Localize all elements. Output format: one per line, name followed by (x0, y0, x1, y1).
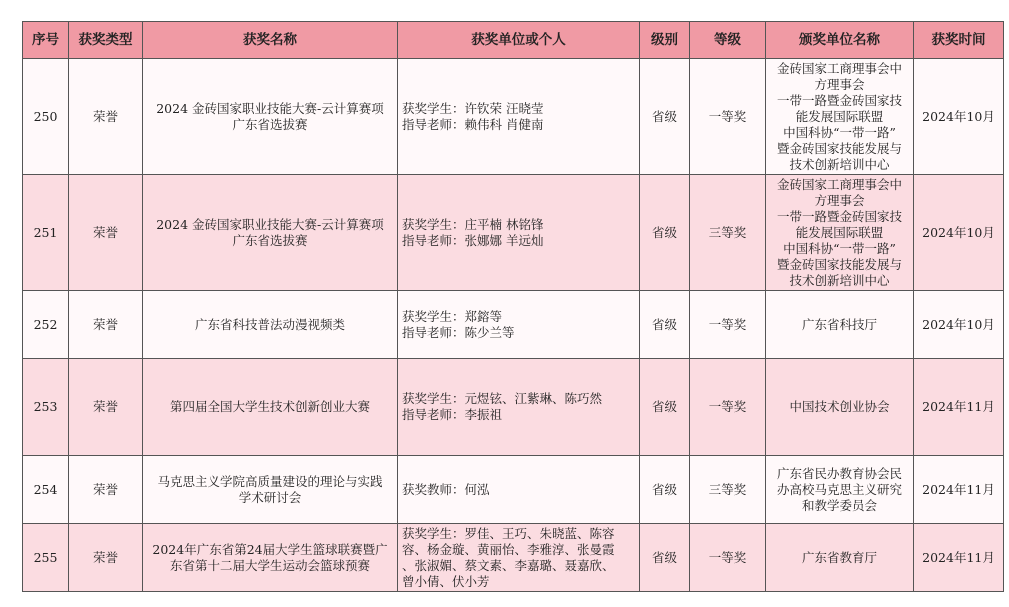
cell-issuer (766, 59, 914, 175)
winners-line: 曾小倩、伏小芳 (402, 573, 490, 589)
issuer-line: 广东省教育厅 (801, 549, 877, 565)
issuer-line: 技术创新培训中心 (789, 272, 890, 288)
cell-no: 252 (23, 291, 69, 359)
award-name-line: 东省第十二届大学生运动会篮球预赛 (169, 557, 370, 573)
award-name-line: 马克思主义学院高质量建设的理论与实践 (157, 473, 383, 489)
header-award-name: 获奖名称 (143, 22, 398, 59)
issuer-line: 能发展国际联盟 (795, 108, 884, 124)
cell-winners (398, 59, 640, 175)
cell-grade: 一等奖 (690, 291, 766, 359)
cell-level: 省级 (640, 291, 690, 359)
cell-issuer (766, 524, 914, 592)
award-name-line: 广东省选拔赛 (232, 232, 308, 248)
awards-table-container (22, 21, 1003, 592)
cell-type: 荣誉 (69, 175, 143, 291)
cell-award-name (143, 175, 398, 291)
header-winners: 获奖单位或个人 (398, 22, 640, 59)
winners-line: 获奖学生：郑鎔等 (402, 308, 503, 324)
issuer-line: 技术创新培训中心 (789, 156, 890, 172)
issuer-line: 金砖国家工商理事会中 (776, 60, 902, 76)
issuer-line: 方理事会 (814, 76, 865, 92)
issuer-line: 暨金砖国家技能发展与 (776, 140, 902, 156)
cell-issuer (766, 359, 914, 456)
issuer-line: 中国技术创业协会 (789, 399, 890, 414)
cell-winners (398, 524, 640, 592)
cell-grade: 一等奖 (690, 59, 766, 175)
table-row (23, 456, 1004, 524)
issuer-line: 一带一路暨金砖国家技 (776, 208, 902, 224)
cell-winners (398, 175, 640, 291)
cell-grade: 三等奖 (690, 175, 766, 291)
cell-issuer (766, 456, 914, 524)
issuer-line: 广东省民办教育协会民 (776, 465, 902, 481)
header-date: 获奖时间 (914, 22, 1004, 59)
cell-date: 2024年10月 (914, 291, 1004, 359)
cell-issuer (766, 175, 914, 291)
award-name-line: 2024 金砖国家职业技能大赛-云计算赛项 (156, 100, 384, 116)
winners-line: 获奖学生：许钦荣 汪晓莹 (402, 100, 544, 116)
cell-level: 省级 (640, 524, 690, 592)
cell-no: 253 (23, 359, 69, 456)
issuer-line: 暨金砖国家技能发展与 (776, 256, 902, 272)
cell-type: 荣誉 (69, 524, 143, 592)
cell-no: 250 (23, 59, 69, 175)
header-grade: 等级 (690, 22, 766, 59)
cell-no: 255 (23, 524, 69, 592)
winners-line: 获奖教师：何泓 (402, 481, 490, 497)
cell-date: 2024年11月 (914, 359, 1004, 456)
table-row (23, 359, 1004, 456)
cell-winners (398, 359, 640, 456)
issuer-line: 能发展国际联盟 (795, 224, 884, 240)
header-no: 序号 (23, 22, 69, 59)
cell-date: 2024年10月 (914, 59, 1004, 175)
issuer-line: 方理事会 (814, 192, 865, 208)
winners-line: 容、杨金璇、黄丽怡、李雅淳、张曼霞 (402, 541, 615, 557)
winners-line: 获奖学生：元煜铉、江紫琳、陈巧然 (402, 391, 603, 406)
cell-winners (398, 291, 640, 359)
award-name-line: 2024 金砖国家职业技能大赛-云计算赛项 (156, 216, 384, 232)
winners-line: 指导老师：李振祖 (402, 407, 503, 422)
winners-line: 指导老师：赖伟科 肖健南 (402, 116, 544, 132)
winners-line: 获奖学生：罗佳、王巧、朱晓蓝、陈容 (402, 525, 615, 541)
cell-level: 省级 (640, 359, 690, 456)
cell-type: 荣誉 (69, 456, 143, 524)
header-row (23, 22, 1004, 59)
issuer-line: 中国科协“一带一路” (783, 240, 896, 256)
header-level: 级别 (640, 22, 690, 59)
cell-level: 省级 (640, 59, 690, 175)
cell-grade: 一等奖 (690, 524, 766, 592)
issuer-line: 和教学委员会 (801, 497, 877, 513)
cell-issuer (766, 291, 914, 359)
issuer-line: 广东省科技厅 (801, 316, 877, 332)
table-row (23, 524, 1004, 592)
cell-level: 省级 (640, 456, 690, 524)
cell-type: 荣誉 (69, 59, 143, 175)
cell-type: 荣誉 (69, 291, 143, 359)
award-name-line: 广东省科技普法动漫视频类 (194, 316, 345, 332)
award-name-line: 学术研讨会 (238, 489, 302, 505)
header-issuer: 颁奖单位名称 (766, 22, 914, 59)
cell-level: 省级 (640, 175, 690, 291)
header-type: 获奖类型 (69, 22, 143, 59)
winners-line: 指导老师：陈少兰等 (402, 324, 515, 340)
cell-no: 254 (23, 456, 69, 524)
issuer-line: 中国科协“一带一路” (783, 124, 896, 140)
winners-line: 、张淑媚、蔡文素、李嘉璐、聂嘉欣、 (402, 557, 615, 573)
cell-grade: 三等奖 (690, 456, 766, 524)
cell-award-name (143, 359, 398, 456)
cell-award-name (143, 59, 398, 175)
cell-date: 2024年10月 (914, 175, 1004, 291)
cell-award-name (143, 291, 398, 359)
table-row (23, 59, 1004, 175)
winners-line: 获奖学生：庄平楠 林铭锋 (402, 216, 544, 232)
cell-award-name (143, 524, 398, 592)
issuer-line: 金砖国家工商理事会中 (776, 176, 902, 192)
award-name-line: 2024年广东省第24届大学生篮球联赛暨广 (152, 541, 388, 557)
cell-no: 251 (23, 175, 69, 291)
awards-table (22, 21, 1004, 592)
cell-winners (398, 456, 640, 524)
cell-date: 2024年11月 (914, 524, 1004, 592)
cell-type: 荣誉 (69, 359, 143, 456)
winners-line: 指导老师：张娜娜 羊远灿 (402, 232, 544, 248)
cell-date: 2024年11月 (914, 456, 1004, 524)
cell-grade: 一等奖 (690, 359, 766, 456)
award-name-line: 第四届全国大学生技术创新创业大赛 (169, 399, 370, 414)
table-row (23, 175, 1004, 291)
table-row (23, 291, 1004, 359)
issuer-line: 一带一路暨金砖国家技 (776, 92, 902, 108)
award-name-line: 广东省选拔赛 (232, 116, 308, 132)
issuer-line: 办高校马克思主义研究 (776, 481, 902, 497)
cell-award-name (143, 456, 398, 524)
